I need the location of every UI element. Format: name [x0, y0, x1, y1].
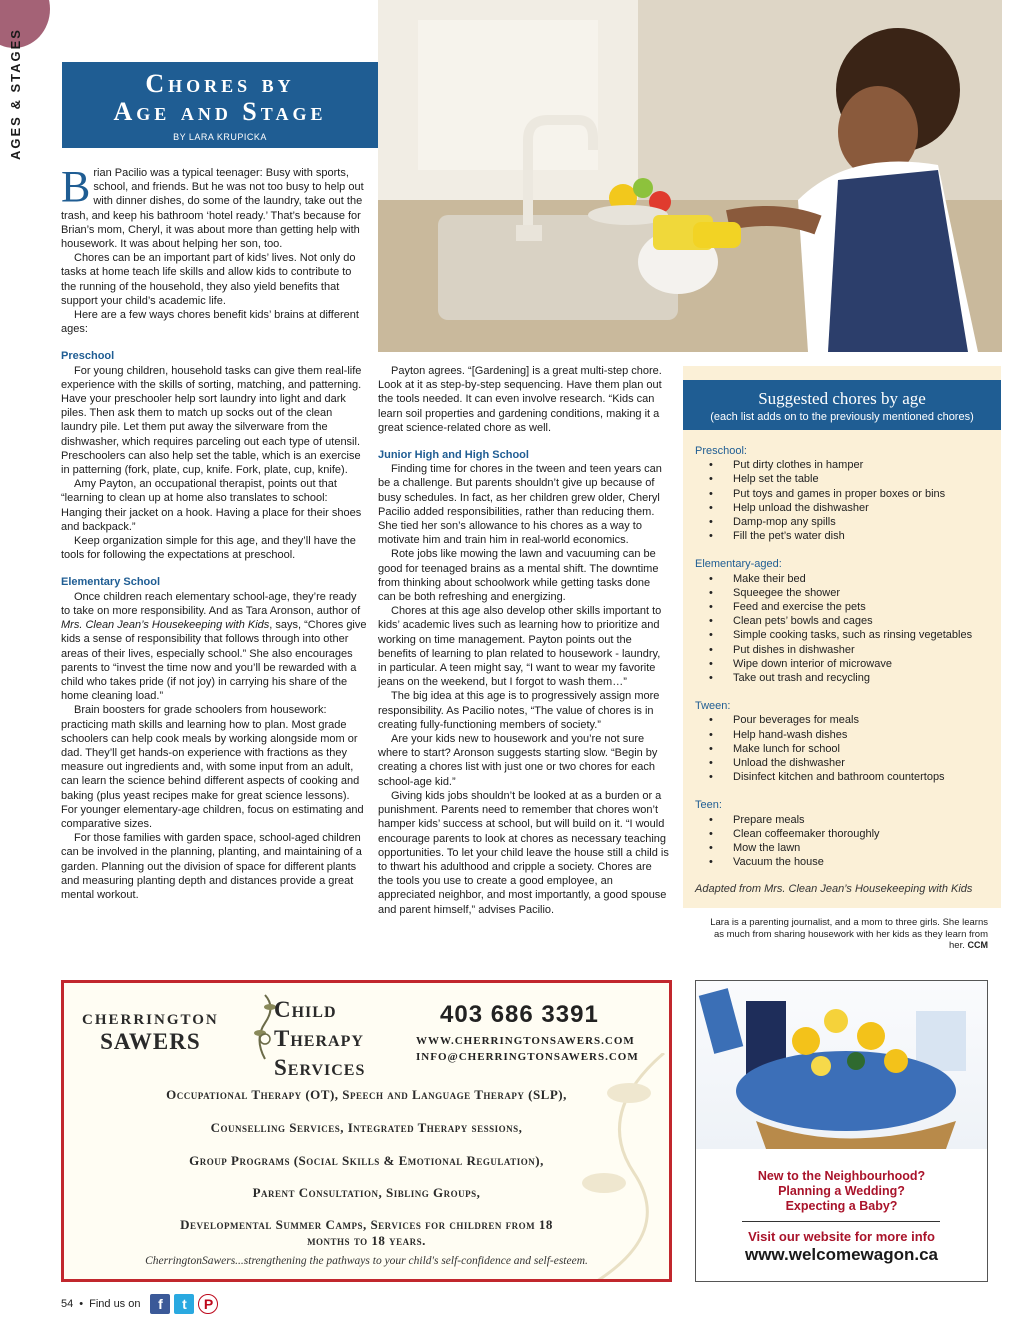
paragraph: [61, 590, 367, 704]
cs-service-line: Parent Consultation, Sibling Groups,: [252, 1185, 481, 1200]
chore-item: • Unload the dishwasher: [695, 756, 1001, 770]
welcome-line: Expecting a Baby?: [785, 1199, 898, 1213]
cs-contact: [416, 1033, 639, 1065]
chore-item: • Help set the table: [695, 472, 1001, 486]
chore-item: • Feed and exercise the pets: [695, 600, 1001, 614]
chore-group-label: Tween:: [695, 700, 731, 713]
chore-group-label: Teen:: [695, 799, 722, 812]
cs-name-bottom: SAWERS: [100, 1029, 201, 1054]
chore-item: • Clean pets’ bowls and cages: [695, 614, 1001, 628]
text-span: Once children reach elementary school-age, they’re ready to take on more responsibility. And as Tara Aronson, author of: [61, 590, 361, 617]
footer-separator: •: [79, 1298, 84, 1310]
page-footer: [61, 1293, 218, 1315]
chore-item: • Clean coffeemaker thoroughly: [695, 827, 1001, 841]
chore-item: • Simple cooking tasks, such as rinsing vegetables: [695, 628, 1001, 642]
chore-list: [695, 713, 1001, 784]
sidebar-groups: [683, 444, 1001, 869]
paragraph: Rote jobs like mowing the lawn and vacuuming can be good for teenaged brains as a mental shift. The downtime from thinking about schoolwork while getting tasks done can be both refreshing and energizing.: [378, 548, 659, 604]
paragraph: Amy Payton, an occupational therapist, points out that “learning to clean up at home also translates to school: Hanging their jacket on a hook. Having a place for their shoes and backpack.”: [61, 478, 362, 533]
chore-item: • Make their bed: [695, 572, 1001, 586]
cs-service-line: Counselling Services, Integrated Therapy sessions,: [210, 1120, 523, 1135]
cs-child-line: Therapy: [274, 1026, 364, 1051]
sidebar-header: [683, 380, 1001, 430]
ccm-mark: CCM: [967, 940, 988, 950]
paragraph: Finding time for chores in the tween and teen years can be a challenge. But parents shouldn’t give up because of busy schedules. In fact, as her children grew older, Cheryl Pacilio added responsibilities, rather than reducing them. She tied her son’s allowance to his chores as a way to motivate him and train him in real-world economics.: [378, 463, 662, 547]
chore-list: [695, 572, 1001, 686]
sidebar-credit: Adapted from Mrs. Clean Jean’s Housekeeping with Kids: [695, 883, 973, 896]
photo-illustration: [378, 0, 1002, 352]
divider: [742, 1221, 940, 1222]
cs-service-line: Group Programs (Social Skills & Emotional Regulation),: [189, 1153, 544, 1168]
welcome-line: New to the Neighbourhood?: [757, 1169, 926, 1183]
chore-item: • Vacuum the house: [695, 855, 1001, 869]
author-bio: [700, 917, 988, 952]
welcome-lines: [696, 1169, 987, 1214]
chore-group: [695, 798, 1001, 869]
cs-child-line: Child: [274, 997, 337, 1022]
page-number: 54: [61, 1298, 74, 1310]
facebook-icon[interactable]: f: [150, 1294, 170, 1314]
welcome-line: Planning a Wedding?: [778, 1184, 905, 1198]
welcome-visit: Visit our website for more info: [748, 1229, 935, 1244]
heading-junior-high: Junior High and High School: [378, 449, 529, 462]
gift-basket-photo: [696, 981, 987, 1149]
gift-basket-illustration: [696, 981, 987, 1149]
chore-item: • Pour beverages for meals: [695, 713, 1001, 727]
chore-item: • Help unload the dishwasher: [695, 501, 1001, 515]
section-tag: AGES & STAGES: [8, 28, 23, 160]
intro-text: rian Pacilio was a typical teenager: Busy with sports, school, and friends. But he was not too busy to help out with dinner dishes, do some of the laundry, take out the trash, and keep his bathroom ‘hotel ready.’ That’s because for Brian’s mom, Cheryl, it was about more than getting help with housework. It was about helping her son, too.: [61, 167, 364, 251]
chore-group-label: Elementary-aged:: [695, 558, 782, 571]
cs-website[interactable]: WWW.CHERRINGTONSAWERS.COM: [416, 1035, 635, 1047]
paragraph: Giving kids jobs shouldn’t be looked at as a burden or a punishment. Parents need to remember that chores won’t hamper kids’ success at school, but will build on it. “I would encourage parents to look at chores as necessary teaching opportunities. To let your child leave the house still a child is to thwart his adulthood and cripple a society. Chores are the tools you use to create a good employee, an appreciated neighbor, and most importantly, a good spouse and parent himself,” advises Pacilio.: [378, 789, 669, 916]
welcome-url-link[interactable]: www.welcomewagon.ca: [744, 1245, 939, 1264]
chore-item: • Fill the pet’s water dish: [695, 529, 1001, 543]
cherrington-sawers-ad[interactable]: [61, 980, 672, 1282]
cs-child-line: Services: [274, 1055, 366, 1080]
chore-item: • Take out trash and recycling: [695, 671, 1001, 685]
cs-phone[interactable]: 403 686 3391: [440, 1001, 599, 1028]
chores-sidebar: [683, 366, 1001, 908]
chore-group-label: Preschool:: [695, 445, 747, 457]
drop-cap: B: [61, 162, 91, 211]
cs-service-line: Developmental Summer Camps, Services for children from 18: [180, 1217, 553, 1232]
chore-item: • Put dirty clothes in hamper: [695, 458, 1001, 472]
twitter-icon[interactable]: t: [174, 1294, 194, 1314]
cs-name: [82, 1009, 219, 1053]
sidebar-subtitle: (each list adds on to the previously mentioned chores): [710, 411, 974, 423]
cs-service-line: months to 18 years.: [307, 1233, 426, 1248]
child-washing-dishes-photo: [378, 0, 1002, 352]
heading-preschool: Preschool: [61, 350, 115, 363]
paragraph: Chores at this age also develop other skills important to kids’ academic lives such as learning how to prioritize and working on time management. Payton points out the benefits of learning to plan related to housework - laundry, in particular. A teen might say, “I want to wear my favorite jeans on the weekend, but I forgot to wash them…”: [378, 605, 662, 689]
article-column-2: [378, 364, 670, 917]
heading-elementary: Elementary School: [61, 576, 161, 589]
paragraph: Payton agrees. “[Gardening] is a great multi-step chore. Look at it as step-by-step sequencing. Have them plan out the tools needed. It can even involve research. “Kids can learn soil properties and gardening conditions, making it a great science-related chore as well.: [378, 365, 662, 434]
pinterest-icon[interactable]: P: [198, 1294, 218, 1314]
chore-item: • Disinfect kitchen and bathroom countertops: [695, 770, 1001, 784]
chore-group: [695, 557, 1001, 685]
paragraph: Here are a few ways chores benefit kids’ brains at different ages:: [61, 309, 359, 336]
chore-item: • Put dishes in dishwasher: [695, 643, 1001, 657]
chore-item: • Put toys and games in proper boxes or bins: [695, 487, 1001, 501]
find-us-label: Find us on: [89, 1298, 141, 1310]
chore-item: • Damp-mop any spills: [695, 515, 1001, 529]
article-title-line-2: Age and Stage: [113, 97, 327, 126]
cs-tagline: CherringtonSawers...strengthening the pathways to your child's self-confidence and self-esteem.: [145, 1255, 588, 1267]
sidebar-title: Suggested chores by age: [758, 389, 926, 408]
paragraph: The big idea at this age is to progressively assign more responsibility. As Pacilio notes, “The value of chores is in creating fully-functioning members of society.”: [378, 690, 660, 731]
chore-list: [695, 813, 1001, 870]
chore-group: [695, 699, 1001, 784]
paragraph: Keep organization simple for this age, and they’ll have the tools for following the expectations at preschool.: [61, 535, 356, 562]
paragraph: For those families with garden space, school-aged children can be involved in the planning, planting, and maintaining of a garden. Planning out the division of space for different plants and measuring planting depth and distances provide a great mental workout.: [61, 832, 362, 901]
cs-name-top: CHERRINGTON: [82, 1012, 219, 1028]
book-title: Mrs. Clean Jean’s Housekeeping with Kids: [61, 619, 270, 632]
chore-item: • Make lunch for school: [695, 742, 1001, 756]
text-span: , says, “Chores give kids a sense of responsibility that follows through into other areas of their lives, especially school.” She also encourages parents to “invest the time now and you’ll be rewarded with a child who takes pride (if not joy) in carrying his share of the home cleaning load.”: [61, 619, 367, 703]
paragraph: Are your kids new to housework and you’re not sure where to start? Aronson suggests starting slow. “Begin by creating a chores list with just one or two chores for each school-age kid.”: [378, 733, 658, 788]
paragraph: For young children, household tasks can give them real-life experience with the skills of sorting, matching, and patterning. Have your preschooler help sort laundry into light and dark piles. Then ask them to match up socks out of the clean laundry pile. Let them put away the silverware from the dishwasher, which requires parceling out each type of utensil. Preschoolers can also help set the table, which is an exercise in patterning (fork, plate, cup, knife. Fork, plate, cup, knife).: [61, 364, 362, 477]
cs-service-line: Occupational Therapy (OT), Speech and Language Therapy (SLP),: [166, 1087, 567, 1102]
chore-item: • Squeegee the shower: [695, 586, 1001, 600]
chore-group: [695, 444, 1001, 543]
article-title-line-1: Chores by: [145, 69, 295, 98]
author-bio-text: Lara is a parenting journalist, and a mom to three girls. She learns as much from sharing housework with her kids as they learn from her.: [710, 917, 988, 951]
cs-email[interactable]: INFO@CHERRINGTONSAWERS.COM: [416, 1051, 639, 1063]
chore-list: [695, 458, 1001, 543]
cs-child-therapy: [274, 995, 365, 1082]
paragraph: Chores can be an important part of kids’ lives. Not only do tasks at home teach life skills and allow kids to contribute to the running of the household, they also yield benefits that support your child’s academic life.: [61, 252, 356, 307]
chore-item: • Wipe down interior of microwave: [695, 657, 1001, 671]
chore-item: • Mow the lawn: [695, 841, 1001, 855]
welcome-wagon-ad[interactable]: [695, 980, 988, 1282]
paragraph: Brain boosters for grade schoolers from housework: practicing math skills and learning how to plan. Most grade schoolers can help cook meals by working alongside mom or dad. They’ll get hands-on experience with fractions as they measure out ingredients and, with some input from an adult, can learn the science behind different aspects of cooking and baking (plus yeast recipes make for great science lessons). For younger elementary-age children, focus on estimating and comparative sizes.: [61, 704, 364, 830]
article-column-1: [61, 162, 367, 902]
byline: BY LARA KRUPICKA: [173, 132, 267, 142]
article-title-box: [62, 62, 378, 148]
chore-item: • Prepare meals: [695, 813, 1001, 827]
intro-paragraph: [61, 162, 367, 251]
chore-item: • Help hand-wash dishes: [695, 728, 1001, 742]
